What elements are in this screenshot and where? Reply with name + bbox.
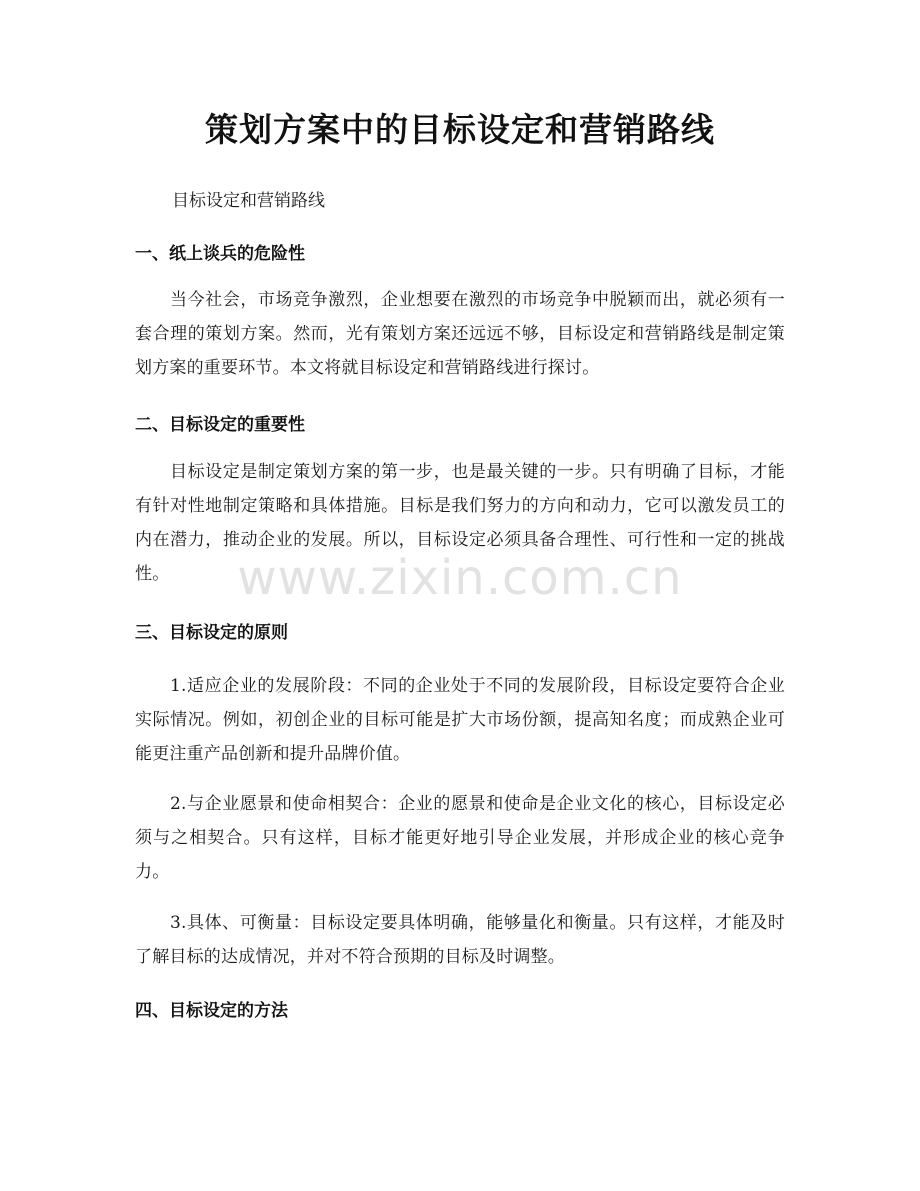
section-heading-3: 三、目标设定的原则 — [135, 623, 288, 643]
section-2-paragraph-1: 目标设定是制定策划方案的第一步，也是最关键的一步。只有明确了目标，才能有针对性地制定策略和具体措施。目标是我们努力的方向和动力，它可以激发员工的内在潜力，推动企业的发展。所以，目标设定必须具备合理性、可行性和一定的挑战性。 — [135, 462, 785, 584]
document-subtitle: 目标设定和营销路线 — [172, 191, 325, 211]
watermark: www.zixin.com.cn — [237, 550, 683, 606]
section-3-paragraph-3: 3.具体、可衡量：目标设定要具体明确，能够量化和衡量。只有这样，才能及时了解目标的达成情况，并对不符合预期的目标及时调整。 — [135, 913, 785, 967]
section-heading-2: 二、目标设定的重要性 — [135, 415, 305, 435]
section-heading-1: 一、纸上谈兵的危险性 — [135, 244, 305, 264]
document-title: 策划方案中的目标设定和营销路线 — [205, 110, 715, 149]
section-1-paragraph-1: 当今社会，市场竞争激烈，企业想要在激烈的市场竞争中脱颖而出，就必须有一套合理的策划方案。然而，光有策划方案还远远不够，目标设定和营销路线是制定策划方案的重要环节。本文将就目标设定和营销路线进行探讨。 — [135, 290, 785, 378]
section-3-paragraph-1: 1.适应企业的发展阶段：不同的企业处于不同的发展阶段，目标设定要符合企业实际情况。例如，初创企业的目标可能是扩大市场份额，提高知名度；而成熟企业可能更注重产品创新和提升品牌价值。 — [135, 676, 785, 764]
section-3-paragraph-2: 2.与企业愿景和使命相契合：企业的愿景和使命是企业文化的核心，目标设定必须与之相契合。只有这样，目标才能更好地引导企业发展，并形成企业的核心竞争力。 — [135, 794, 785, 882]
section-heading-4: 四、目标设定的方法 — [135, 1001, 288, 1021]
